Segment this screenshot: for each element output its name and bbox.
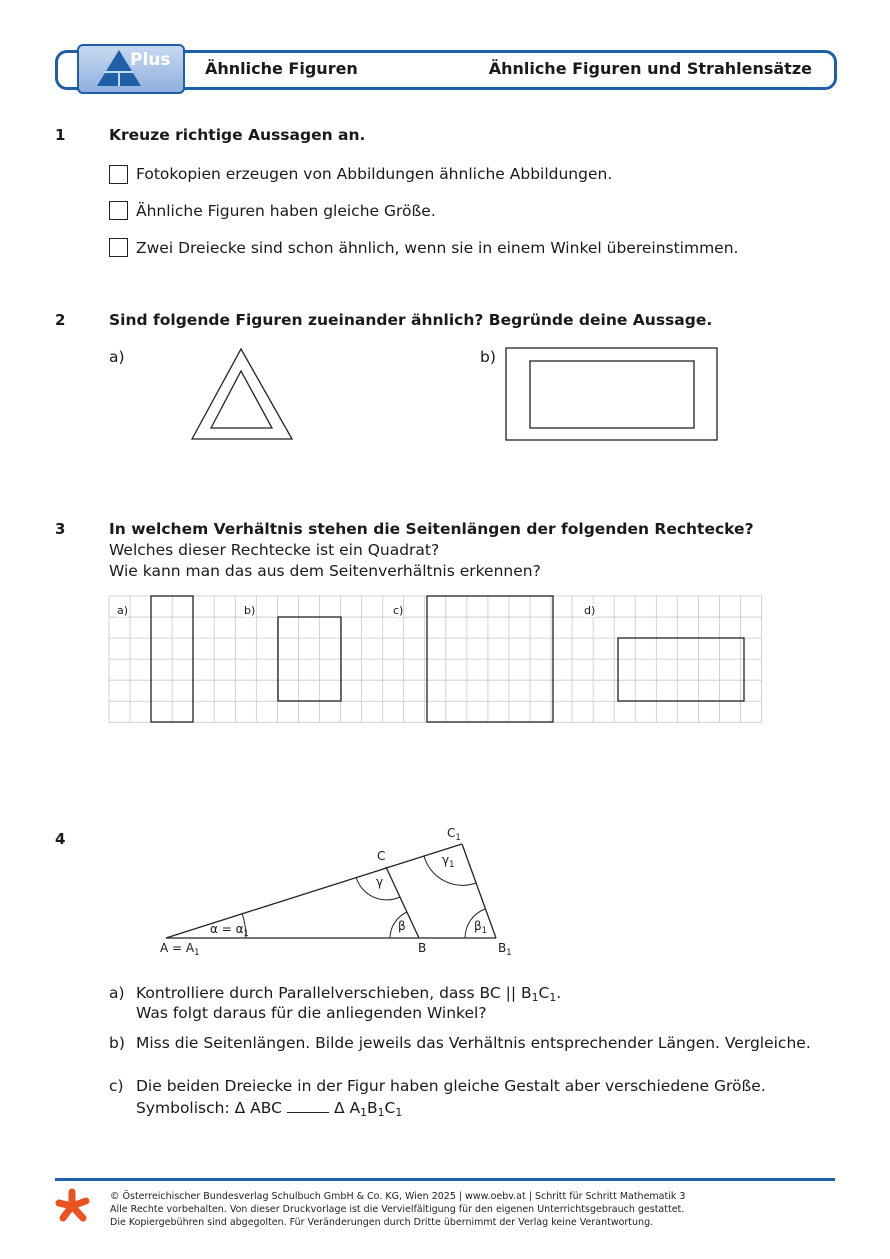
header-right-title: Ähnliche Figuren und Strahlensätze (488, 59, 812, 78)
task3-title: In welchem Verhältnis stehen die Seitenlängen der folgenden Rechtecke? (109, 520, 754, 538)
angle-beta-label: β (398, 919, 406, 933)
footer-line-3: Die Kopiergebühren sind abgegolten. Für Veränderungen durch Dritte übernimmt der Verlag keine Verantwortung. (110, 1217, 654, 1228)
grid-label-a: a) (117, 604, 129, 617)
footer-divider (55, 1178, 835, 1181)
task4-a-line2: Was folgt daraus für die anliegenden Winkel? (136, 1004, 487, 1022)
grid-label-d: d) (584, 604, 596, 617)
header-left-title: Ähnliche Figuren (205, 59, 358, 78)
task2-label-b: b) (480, 348, 496, 366)
footer-line-2: Alle Rechte vorbehalten. Von dieser Druckvorlage ist die Vervielfältigung für den eigenen Unterrichtsgebrauch gestattet. (110, 1204, 685, 1215)
vertex-a-label: $A = A_1$ (160, 941, 200, 957)
footer-line-1: © Österreichischer Bundesverlag Schulbuch GmbH & Co. KG, Wien 2025 | www.oebv.at | Schritt für Schritt Mathematik 3 (110, 1191, 686, 1202)
task4-c-line2: Symbolisch: Δ ABC Δ $A_1B_1C_1$ (136, 1099, 403, 1119)
angle-gamma-label: γ (376, 875, 384, 889)
task1-number: 1 (55, 126, 66, 144)
task1-title: Kreuze richtige Aussagen an. (109, 126, 366, 144)
task4-b-label: b) (109, 1034, 125, 1052)
task2-title: Sind folgende Figuren zueinander ähnlich? Begründe deine Aussage. (109, 311, 713, 329)
angle-alpha-label: $\alpha = \alpha_1$ (210, 922, 249, 938)
angle-gamma1-label: $\gamma_1$ (442, 853, 455, 869)
vertex-c1-label: $C_1$ (447, 826, 461, 842)
task4-number: 4 (55, 830, 66, 848)
angle-beta1-label: $\beta_1$ (474, 919, 488, 935)
footer-text (110, 1190, 685, 1229)
task4-c-label: c) (109, 1077, 124, 1095)
logo-text: Plus (130, 50, 171, 70)
task1-option-1: Fotokopien erzeugen von Abbildungen ähnliche Abbildungen. (136, 165, 613, 183)
task3-line2: Welches dieser Rechtecke ist ein Quadrat? (109, 541, 440, 559)
task3-number: 3 (55, 520, 66, 538)
task4-b-line: Miss die Seitenlängen. Bilde jeweils das Verhältnis entsprechender Längen. Vergleiche. (136, 1034, 811, 1052)
answer-blank[interactable] (287, 1100, 329, 1113)
grid-label-c: c) (393, 604, 404, 617)
task2-number: 2 (55, 311, 66, 329)
oebv-logo-icon (55, 1188, 95, 1228)
vertex-c-label: C (377, 849, 386, 863)
task4-c-line1: Die beiden Dreiecke in der Figur haben gleiche Gestalt aber verschiedene Größe. (136, 1077, 766, 1095)
vertex-b1-label: $B_1$ (498, 941, 512, 957)
grid-label-b: b) (244, 604, 256, 617)
task4-a-label: a) (109, 984, 125, 1002)
vertex-b-label: B (418, 941, 427, 955)
task1-option-3: Zwei Dreiecke sind schon ähnlich, wenn sie in einem Winkel übereinstimmen. (136, 239, 739, 257)
task4-a-line1: Kontrolliere durch Parallelverschieben, dass BC || $B_1C_1$. (136, 984, 562, 1004)
task2-label-a: a) (109, 348, 125, 366)
task3-line3: Wie kann man das aus dem Seitenverhältnis erkennen? (109, 562, 541, 580)
task1-option-2: Ähnliche Figuren haben gleiche Größe. (136, 202, 436, 220)
